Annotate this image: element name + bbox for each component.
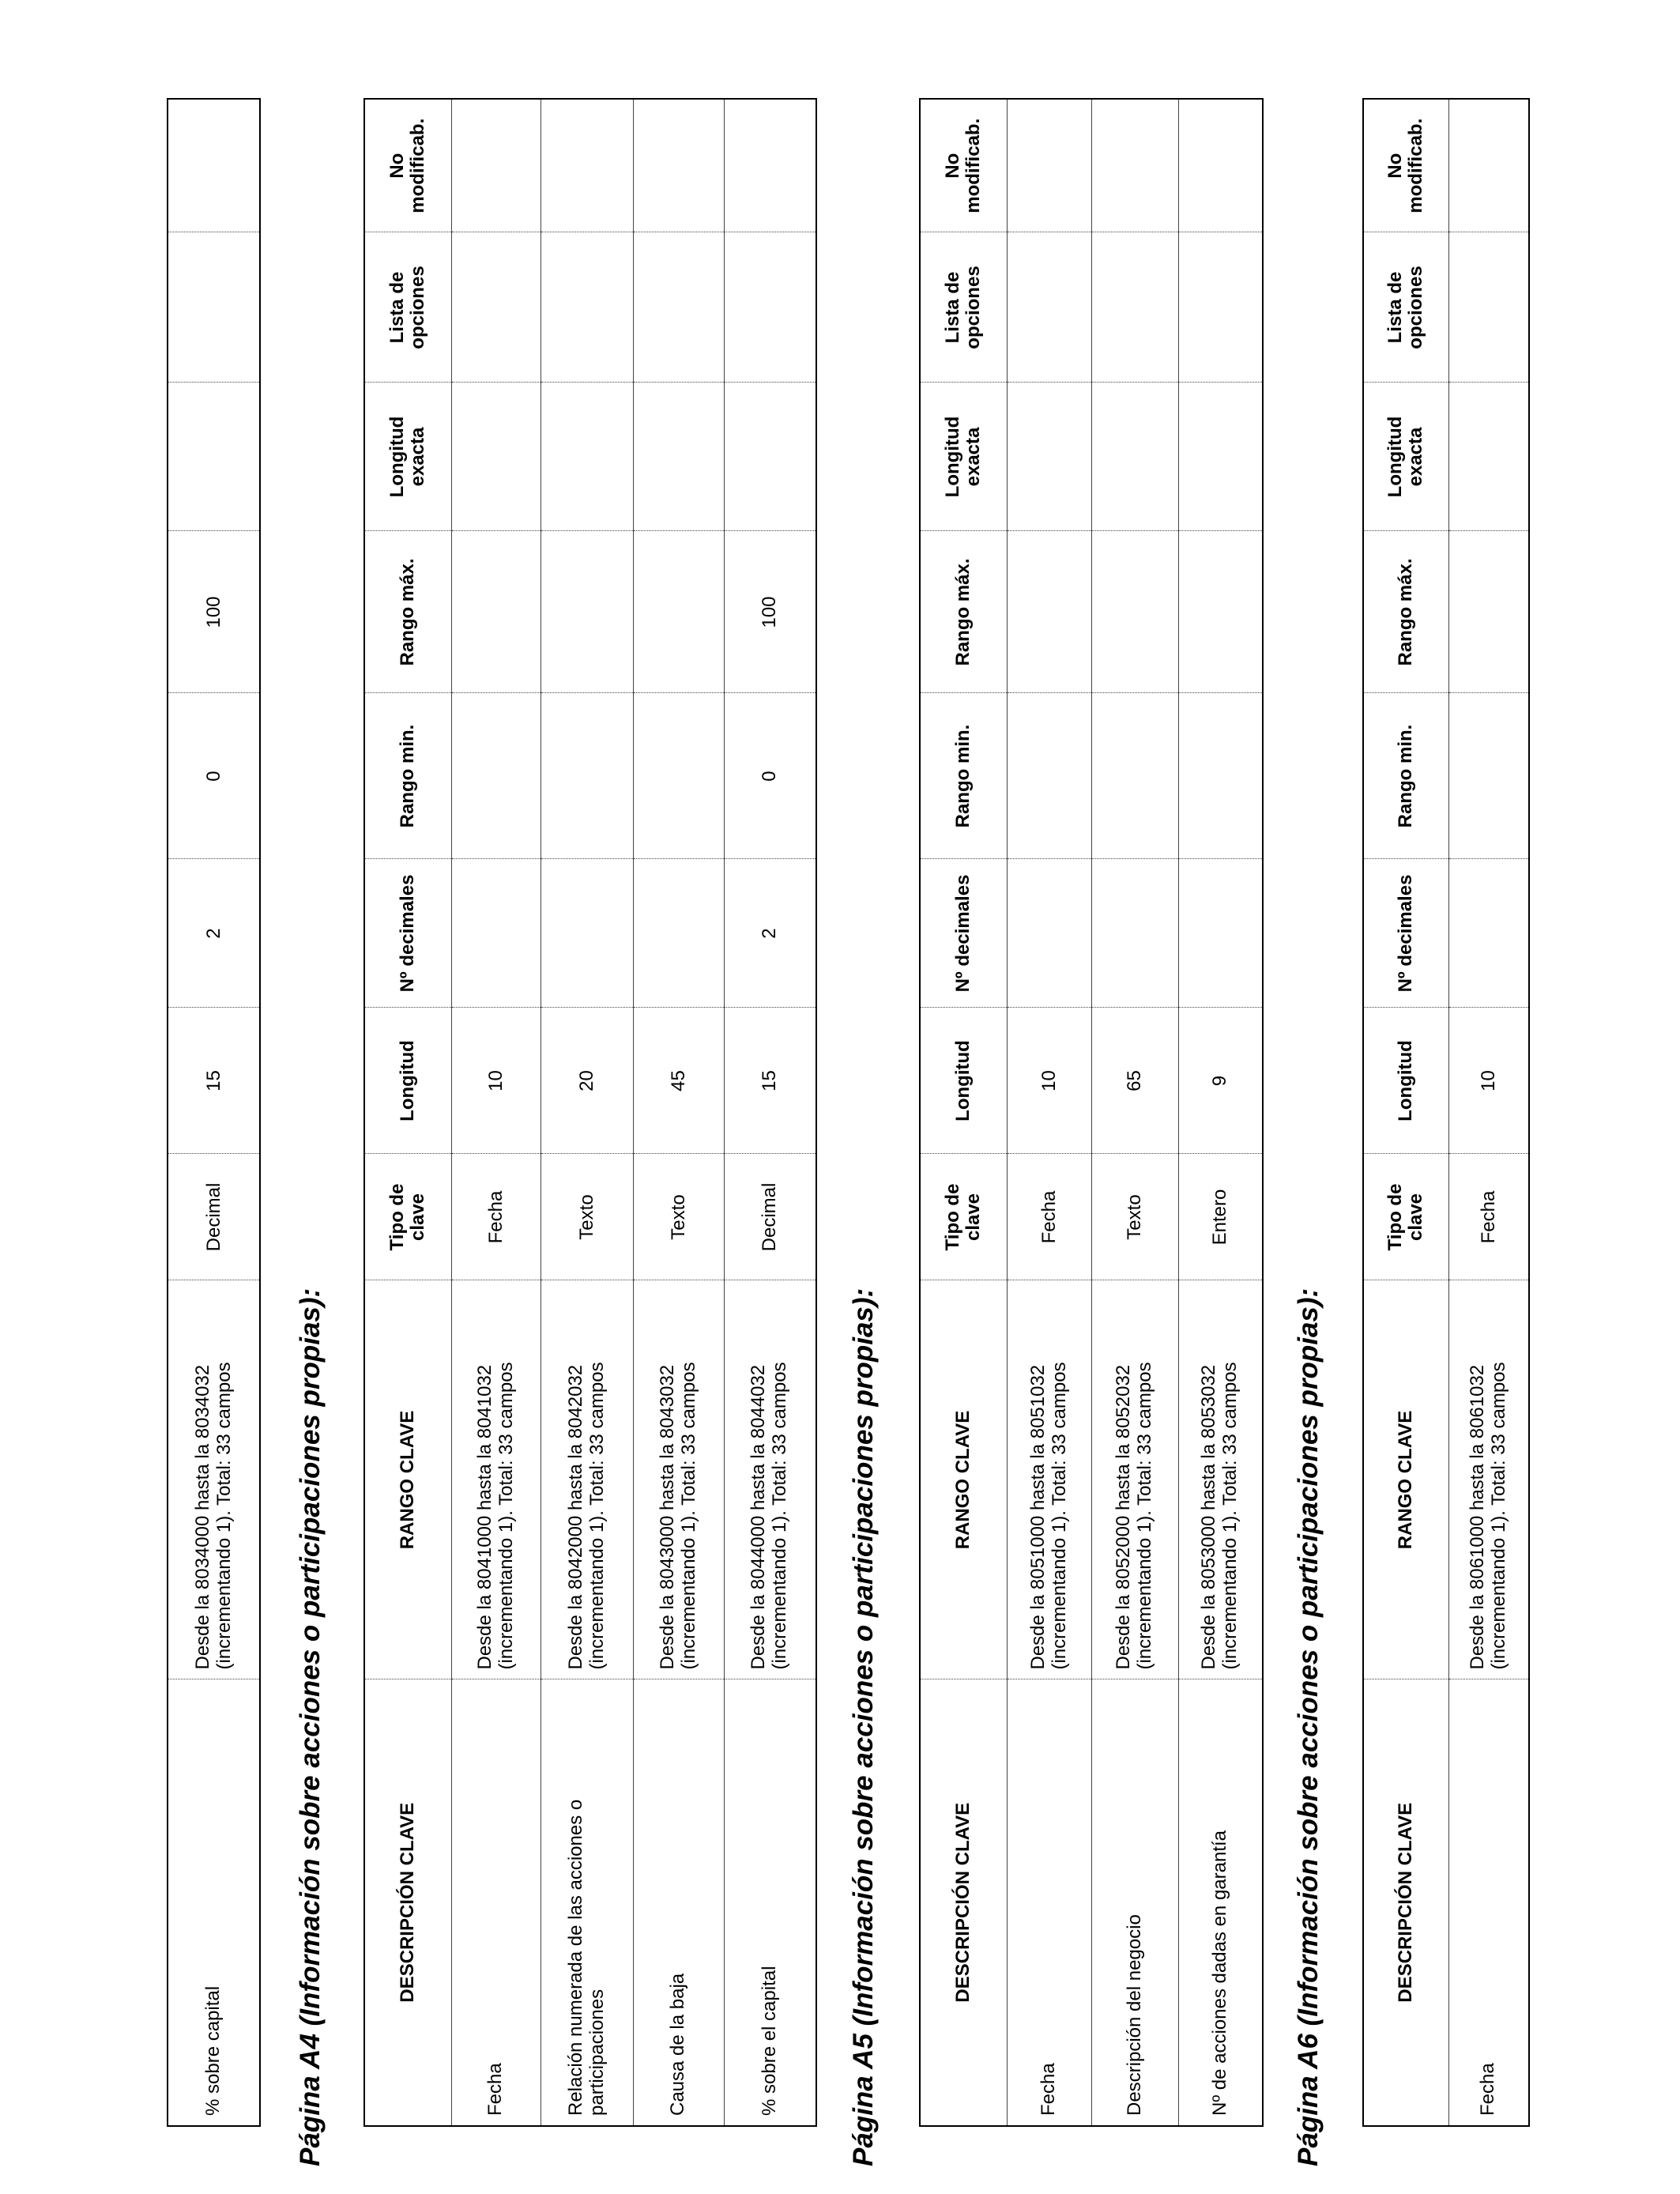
- cell-exact: [724, 383, 816, 531]
- header-max: Rango máx.: [920, 531, 1007, 693]
- section-a5-table: [919, 98, 1264, 2127]
- cell-dec: 2: [724, 859, 816, 1008]
- header-dec: Nº decimales: [1363, 859, 1448, 1008]
- cell-nomod: [1448, 99, 1529, 232]
- cell-min: [1178, 693, 1263, 859]
- cell-list: [633, 232, 724, 383]
- table-row: [1007, 99, 1091, 2126]
- cell-min: [1448, 693, 1529, 859]
- cell-max: [1448, 531, 1529, 693]
- cell-desc: % sobre el capital: [724, 1679, 816, 2126]
- cell-list: [724, 232, 816, 383]
- header-len: Longitud: [920, 1008, 1007, 1154]
- header-type: Tipo de clave: [364, 1154, 451, 1280]
- cell-range: Desde la 8034000 hasta la 8034032 (incrementando 1). Total: 33 campos: [168, 1280, 260, 1679]
- cell-dec: 2: [168, 859, 260, 1008]
- cell-type: Entero: [1178, 1154, 1263, 1280]
- cell-nomod: [633, 99, 724, 232]
- cell-max: 100: [724, 531, 816, 693]
- table-row: [633, 99, 724, 2126]
- header-min: Rango min.: [920, 693, 1007, 859]
- section-a4-table: [363, 98, 817, 2127]
- cell-exact: [1091, 383, 1178, 531]
- section-title-a4: Página A4 (Información sobre acciones o participaciones propias):: [295, 1287, 326, 2166]
- cell-type: Texto: [1091, 1154, 1178, 1280]
- header-desc: DESCRIPCIÓN CLAVE: [920, 1679, 1007, 2126]
- header-min: Rango min.: [364, 693, 451, 859]
- header-exact: Longitud exacta: [364, 383, 451, 531]
- cell-min: [451, 693, 541, 859]
- cell-nomod: [541, 99, 633, 232]
- table-row: [451, 99, 541, 2126]
- cell-type: Texto: [633, 1154, 724, 1280]
- header-exact: Longitud exacta: [1363, 383, 1448, 531]
- cell-nomod: [1007, 99, 1091, 232]
- cell-max: [1178, 531, 1263, 693]
- table-header-row: [1363, 99, 1448, 2126]
- table-row: [168, 99, 260, 2126]
- header-range: RANGO CLAVE: [920, 1280, 1007, 1679]
- cell-max: [451, 531, 541, 693]
- table-row: [724, 99, 816, 2126]
- header-nomod: No modificab.: [364, 99, 451, 232]
- cell-list: [451, 232, 541, 383]
- header-max: Rango máx.: [1363, 531, 1448, 693]
- header-nomod: No modificab.: [920, 99, 1007, 232]
- cell-desc: Causa de la baja: [633, 1679, 724, 2126]
- cell-min: [1091, 693, 1178, 859]
- cell-max: [633, 531, 724, 693]
- cell-nomod: [1178, 99, 1263, 232]
- cell-list: [541, 232, 633, 383]
- cell-max: [1007, 531, 1091, 693]
- cell-max: 100: [168, 531, 260, 693]
- cell-type: Decimal: [168, 1154, 260, 1280]
- cell-list: [1448, 232, 1529, 383]
- cell-len: 10: [1007, 1008, 1091, 1154]
- cell-type: Fecha: [1007, 1154, 1091, 1280]
- cell-max: [1091, 531, 1178, 693]
- cell-exact: [633, 383, 724, 531]
- cell-exact: [1007, 383, 1091, 531]
- cell-desc: Relación numerada de las acciones o participaciones: [541, 1679, 633, 2126]
- header-type: Tipo de clave: [920, 1154, 1007, 1280]
- header-list: Lista de opciones: [920, 232, 1007, 383]
- cell-range: Desde la 8061000 hasta la 8061032 (incrementando 1). Total: 33 campos: [1448, 1280, 1529, 1679]
- cell-range: Desde la 8041000 hasta la 8041032 (incrementando 1). Total: 33 campos: [451, 1280, 541, 1679]
- cell-list: [1007, 232, 1091, 383]
- cell-list: [168, 232, 260, 383]
- cell-range: Desde la 8051000 hasta la 8051032 (incrementando 1). Total: 33 campos: [1007, 1280, 1091, 1679]
- cell-len: 20: [541, 1008, 633, 1154]
- cell-desc: Fecha: [451, 1679, 541, 2126]
- cell-dec: [633, 859, 724, 1008]
- cell-nomod: [168, 99, 260, 232]
- header-nomod: No modificab.: [1363, 99, 1448, 232]
- cell-len: 65: [1091, 1008, 1178, 1154]
- table-row: [1091, 99, 1178, 2126]
- section-a4-table-block: [363, 98, 817, 2127]
- section-title-a6: Página A6 (Información sobre acciones o participaciones propias):: [1293, 1287, 1324, 2166]
- cell-dec: [541, 859, 633, 1008]
- table-row: [541, 99, 633, 2126]
- section-title-a5: Página A5 (Información sobre acciones o participaciones propias):: [848, 1287, 879, 2166]
- cell-desc: Fecha: [1007, 1679, 1091, 2126]
- cell-exact: [451, 383, 541, 531]
- table-row: [1448, 99, 1529, 2126]
- cell-type: Decimal: [724, 1154, 816, 1280]
- table-row: [1178, 99, 1263, 2126]
- cell-len: 10: [1448, 1008, 1529, 1154]
- cell-type: Texto: [541, 1154, 633, 1280]
- cell-list: [1091, 232, 1178, 383]
- cell-min: [541, 693, 633, 859]
- cell-dec: [1178, 859, 1263, 1008]
- table-header-row: [364, 99, 451, 2126]
- header-list: Lista de opciones: [364, 232, 451, 383]
- cell-range: Desde la 8053000 hasta la 8053032 (incrementando 1). Total: 33 campos: [1178, 1280, 1263, 1679]
- cell-range: Desde la 8043000 hasta la 8043032 (incrementando 1). Total: 33 campos: [633, 1280, 724, 1679]
- section-a5-table-block: [919, 98, 1264, 2127]
- cell-min: 0: [724, 693, 816, 859]
- cell-exact: [1448, 383, 1529, 531]
- cell-range: Desde la 8042000 hasta la 8042032 (incrementando 1). Total: 33 campos: [541, 1280, 633, 1679]
- cell-len: 15: [168, 1008, 260, 1154]
- cell-nomod: [451, 99, 541, 232]
- cell-type: Fecha: [451, 1154, 541, 1280]
- cell-len: 15: [724, 1008, 816, 1154]
- cell-min: 0: [168, 693, 260, 859]
- cell-dec: [1091, 859, 1178, 1008]
- header-dec: Nº decimales: [364, 859, 451, 1008]
- section-a6-table-block: [1362, 98, 1530, 2127]
- header-min: Rango min.: [1363, 693, 1448, 859]
- cell-exact: [541, 383, 633, 531]
- table-header-row: [920, 99, 1007, 2126]
- continuation-table: [167, 98, 261, 2127]
- continuation-table-block: [167, 98, 261, 2127]
- cell-exact: [168, 383, 260, 531]
- header-len: Longitud: [1363, 1008, 1448, 1154]
- header-range: RANGO CLAVE: [364, 1280, 451, 1679]
- header-range: RANGO CLAVE: [1363, 1280, 1448, 1679]
- cell-len: 9: [1178, 1008, 1263, 1154]
- cell-list: [1178, 232, 1263, 383]
- cell-exact: [1178, 383, 1263, 531]
- cell-min: [1007, 693, 1091, 859]
- cell-max: [541, 531, 633, 693]
- cell-desc: Fecha: [1448, 1679, 1529, 2126]
- header-dec: Nº decimales: [920, 859, 1007, 1008]
- cell-desc: Descripción del negocio: [1091, 1679, 1178, 2126]
- header-max: Rango máx.: [364, 531, 451, 693]
- cell-dec: [1007, 859, 1091, 1008]
- cell-min: [633, 693, 724, 859]
- cell-type: Fecha: [1448, 1154, 1529, 1280]
- header-desc: DESCRIPCIÓN CLAVE: [1363, 1679, 1448, 2126]
- header-type: Tipo de clave: [1363, 1154, 1448, 1280]
- cell-nomod: [1091, 99, 1178, 232]
- header-list: Lista de opciones: [1363, 232, 1448, 383]
- cell-len: 45: [633, 1008, 724, 1154]
- cell-nomod: [724, 99, 816, 232]
- section-a6-table: [1362, 98, 1530, 2127]
- header-len: Longitud: [364, 1008, 451, 1154]
- header-desc: DESCRIPCIÓN CLAVE: [364, 1679, 451, 2126]
- cell-range: Desde la 8044000 hasta la 8044032 (incrementando 1). Total: 33 campos: [724, 1280, 816, 1679]
- cell-desc: % sobre capital: [168, 1679, 260, 2126]
- cell-len: 10: [451, 1008, 541, 1154]
- cell-dec: [1448, 859, 1529, 1008]
- cell-range: Desde la 8052000 hasta la 8052032 (incrementando 1). Total: 33 campos: [1091, 1280, 1178, 1679]
- header-exact: Longitud exacta: [920, 383, 1007, 531]
- cell-desc: Nº de acciones dadas en garantía: [1178, 1679, 1263, 2126]
- cell-dec: [451, 859, 541, 1008]
